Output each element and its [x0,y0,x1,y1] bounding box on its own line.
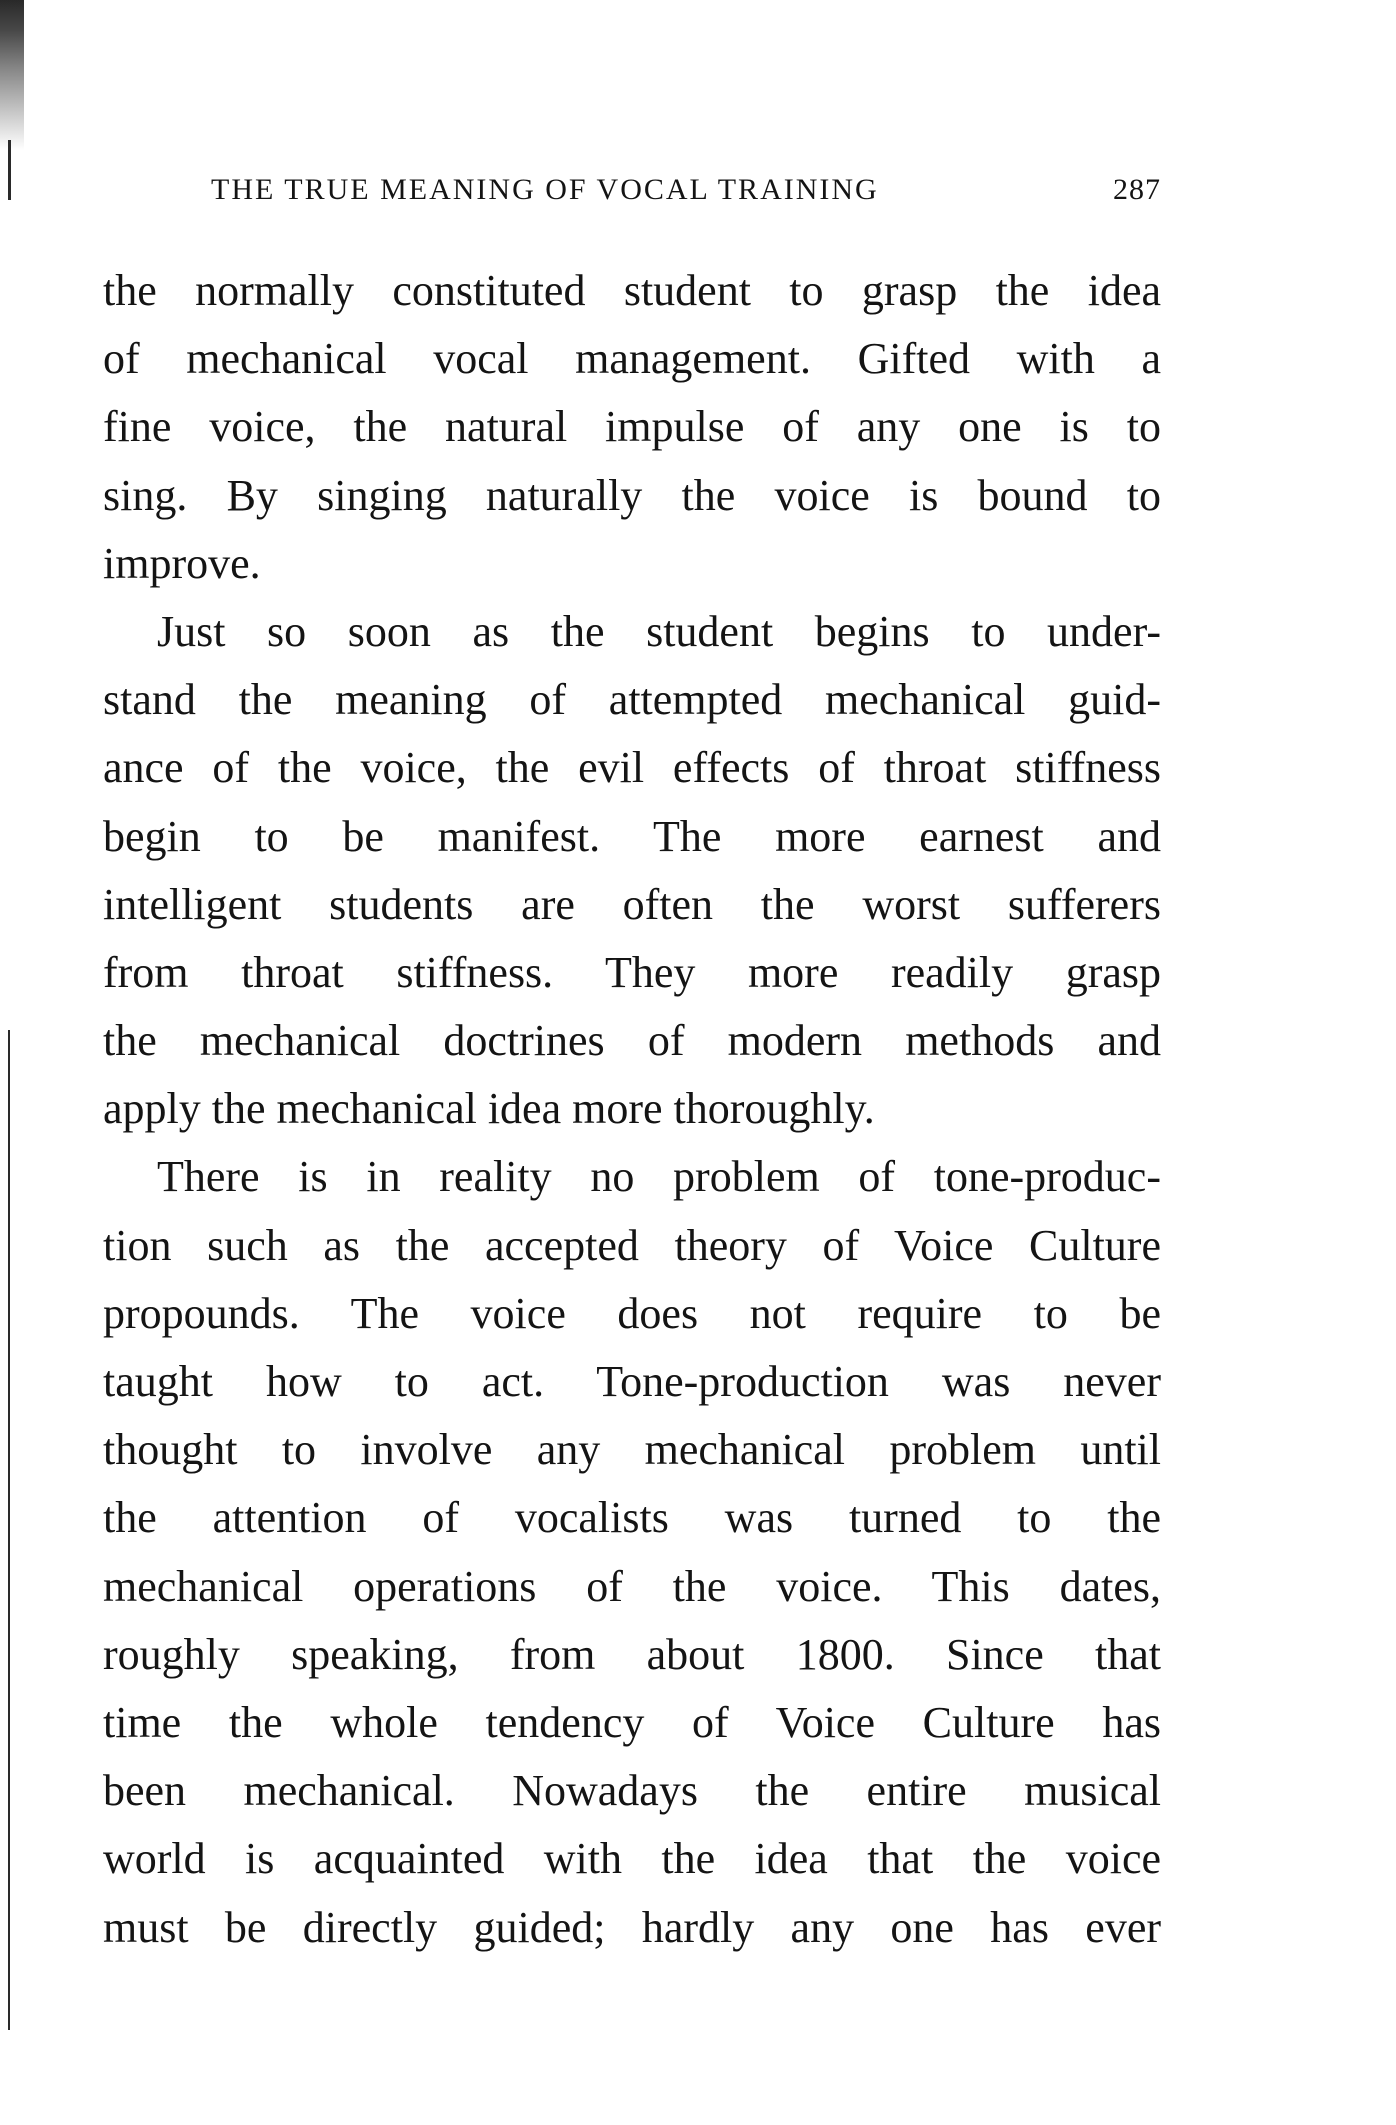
text-line: ance of the voice, the evil effects of throat stiffness [103,743,1161,793]
text-line: of mechanical vocal management. Gifted with a [103,334,1161,384]
text-line: fine voice, the natural impulse of any one is to [103,402,1161,452]
text-line: the mechanical doctrines of modern methods and [103,1016,1161,1066]
text-line: from throat stiffness. They more readily grasp [103,947,1161,997]
paragraph-2 [103,598,1161,1144]
scan-artifact-top [0,0,24,150]
running-header [211,170,1161,210]
text-line: apply the mechanical idea more thoroughly. [103,1084,875,1134]
paragraph-3 [103,1143,1161,1961]
text-line: roughly speaking, from about 1800. Since that [103,1629,1161,1679]
scan-artifact-line [8,1030,10,2030]
text-line: thought to involve any mechanical problem until [103,1425,1161,1475]
text-line: sing. By singing naturally the voice is bound to [103,470,1161,520]
text-line: taught how to act. Tone-production was never [103,1357,1161,1406]
text-line: Just so soon as the student begins to under- [157,606,1161,656]
text-line: the normally constituted student to grasp the idea [103,266,1161,315]
text-line: There is in reality no problem of tone-produc- [157,1152,1161,1202]
text-line: world is acquainted with the idea that the voice [103,1834,1161,1884]
text-line: mechanical operations of the voice. This dates, [103,1561,1161,1611]
text-line: improve. [103,538,261,588]
text-line: time the whole tendency of Voice Culture has [103,1697,1161,1747]
text-line: stand the meaning of attempted mechanical guid- [103,675,1161,725]
text-line: tion such as the accepted theory of Voice Culture [103,1220,1161,1270]
text-line: must be directly guided; hardly any one has ever [103,1902,1161,1952]
page-body [103,257,1161,1962]
page-number: 287 [1113,173,1161,206]
paragraph-1 [103,257,1161,598]
scan-artifact-line [8,140,11,200]
running-header-title: THE TRUE MEANING OF VOCAL TRAINING [211,173,879,206]
text-line: been mechanical. Nowadays the entire musical [103,1766,1161,1816]
text-line: propounds. The voice does not require to be [103,1288,1161,1338]
text-line: intelligent students are often the worst sufferers [103,879,1161,929]
text-line: the attention of vocalists was turned to the [103,1493,1161,1543]
text-line: begin to be manifest. The more earnest and [103,811,1161,861]
